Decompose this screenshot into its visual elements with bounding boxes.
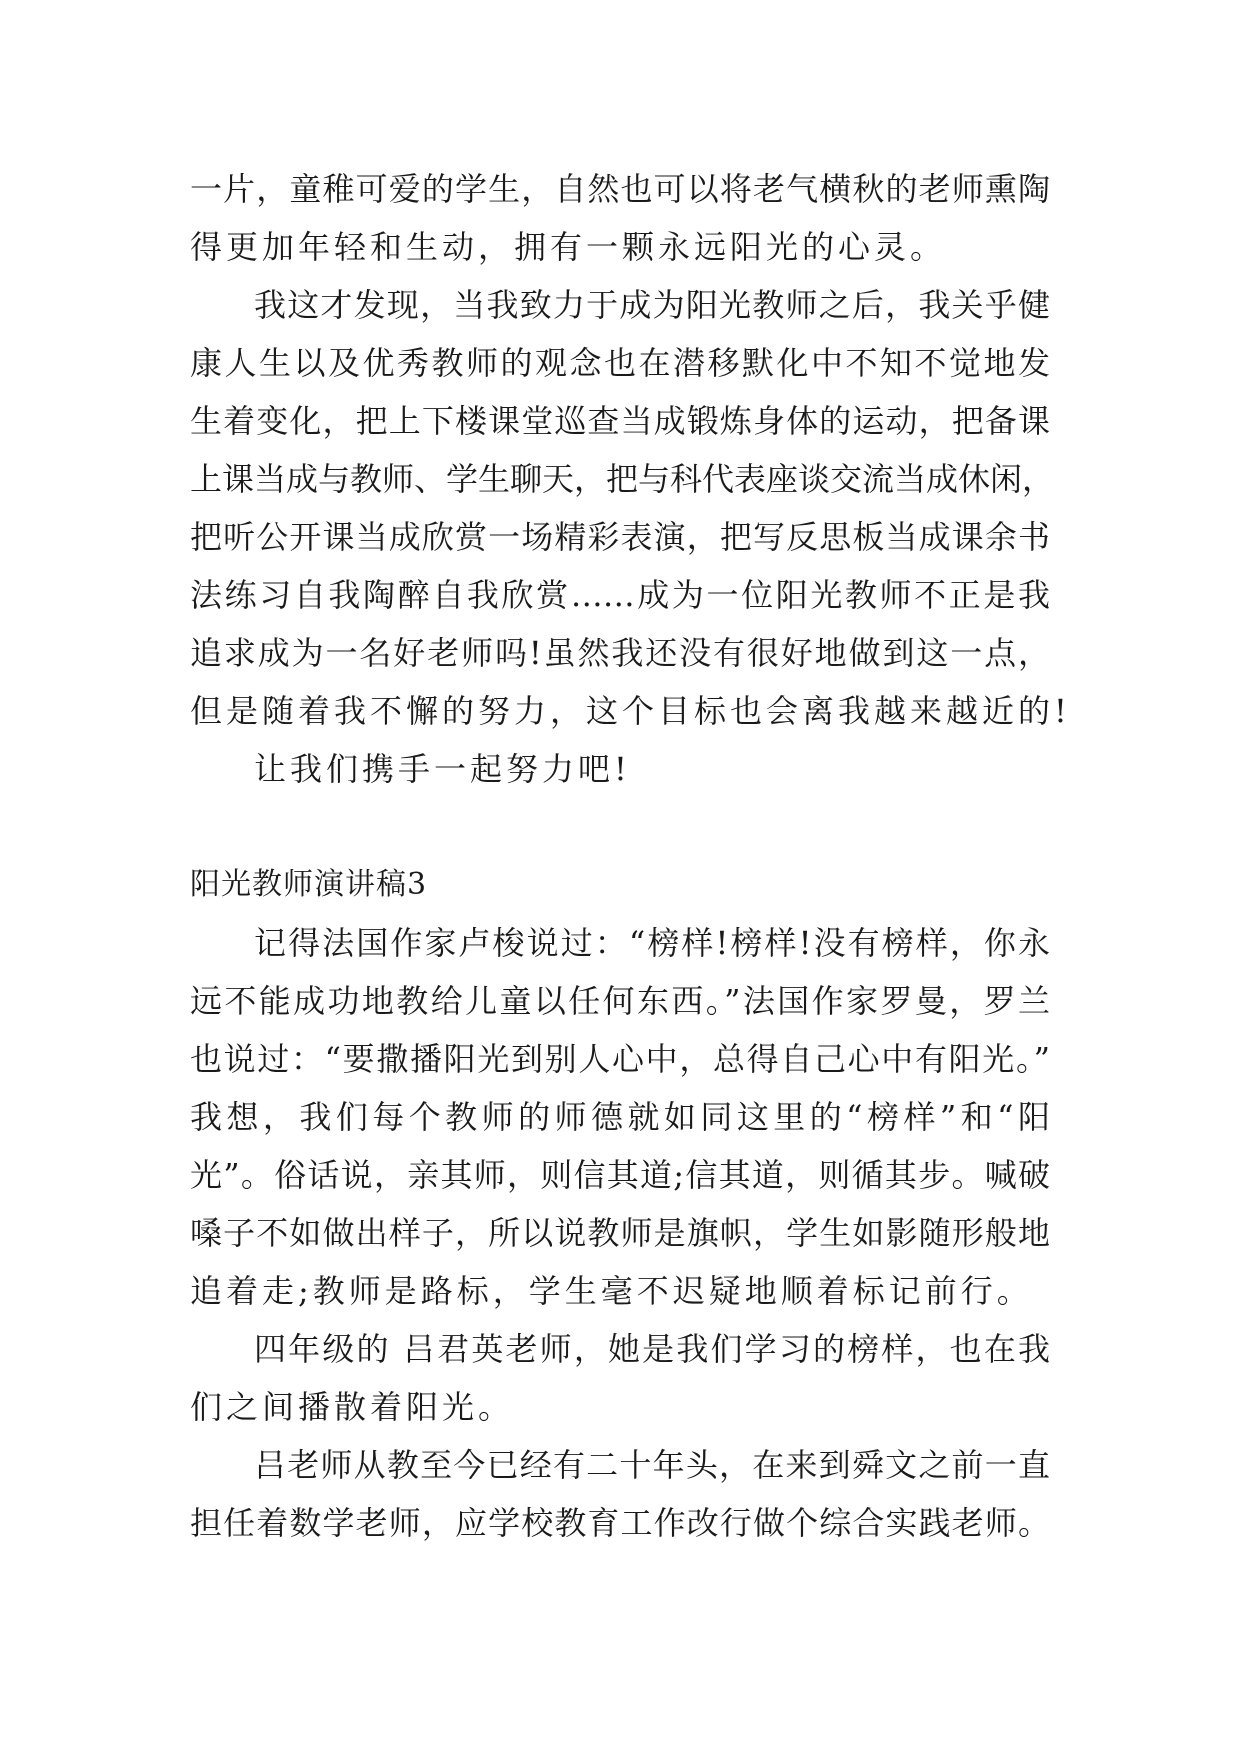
text-line: 康人生以及优秀教师的观念也在潜移默化中不知不觉地发 — [190, 344, 1050, 382]
text-line: 生着变化，把上下楼课堂巡查当成锻炼身体的运动，把备课 — [190, 402, 1050, 440]
text-line: 担任着数学老师，应学校教育工作改行做个综合实践老师。 — [190, 1504, 1050, 1542]
section-heading: 阳光教师演讲稿3 — [190, 867, 428, 902]
text-line: 我想，我们每个教师的师德就如同这里的“榜样”和“阳 — [190, 1098, 1050, 1136]
text-line: 们之间播散着阳光。 — [190, 1388, 515, 1426]
text-line: 嗓子不如做出样子，所以说教师是旗帜，学生如影随形般地 — [190, 1214, 1050, 1252]
text-line: 远不能成功地教给儿童以任何东西。”法国作家罗曼，罗兰 — [190, 982, 1050, 1020]
text-line: 追求成为一名好老师吗!虽然我还没有很好地做到这一点， — [190, 634, 1050, 672]
text-line: 一片，童稚可爱的学生，自然也可以将老气横秋的老师熏陶 — [190, 170, 1050, 208]
text-line: 也说过：“要撒播阳光到别人心中，总得自己心中有阳光。” — [190, 1040, 1050, 1078]
text-line: 让我们携手一起努力吧! — [254, 750, 631, 788]
document-page — [190, 160, 1071, 1552]
text-line: 四年级的 吕君英老师，她是我们学习的榜样，也在我 — [254, 1330, 1050, 1368]
text-line: 记得法国作家卢梭说过：“榜样!榜样!没有榜样，你永 — [254, 924, 1050, 962]
text-line: 得更加年轻和生动，拥有一颗永远阳光的心灵。 — [190, 228, 947, 266]
text-line: 但是随着我不懈的努力，这个目标也会离我越来越近的! — [190, 692, 1071, 730]
text-line: 我这才发现，当我致力于成为阳光教师之后，我关乎健 — [254, 286, 1050, 324]
text-line: 追着走;教师是路标，学生毫不迟疑地顺着标记前行。 — [190, 1272, 1033, 1310]
text-line: 把听公开课当成欣赏一场精彩表演，把写反思板当成课余书 — [190, 518, 1050, 556]
text-line: 光”。俗话说，亲其师，则信其道;信其道，则循其步。喊破 — [190, 1156, 1050, 1194]
text-line: 法练习自我陶醉自我欣赏……成为一位阳光教师不正是我 — [190, 576, 1050, 614]
paragraph-gap — [190, 798, 1050, 856]
text-line: 吕老师从教至今已经有二十年头，在来到舜文之前一直 — [254, 1446, 1050, 1484]
text-line: 上课当成与教师、学生聊天，把与科代表座谈交流当成休闲， — [190, 460, 1055, 498]
